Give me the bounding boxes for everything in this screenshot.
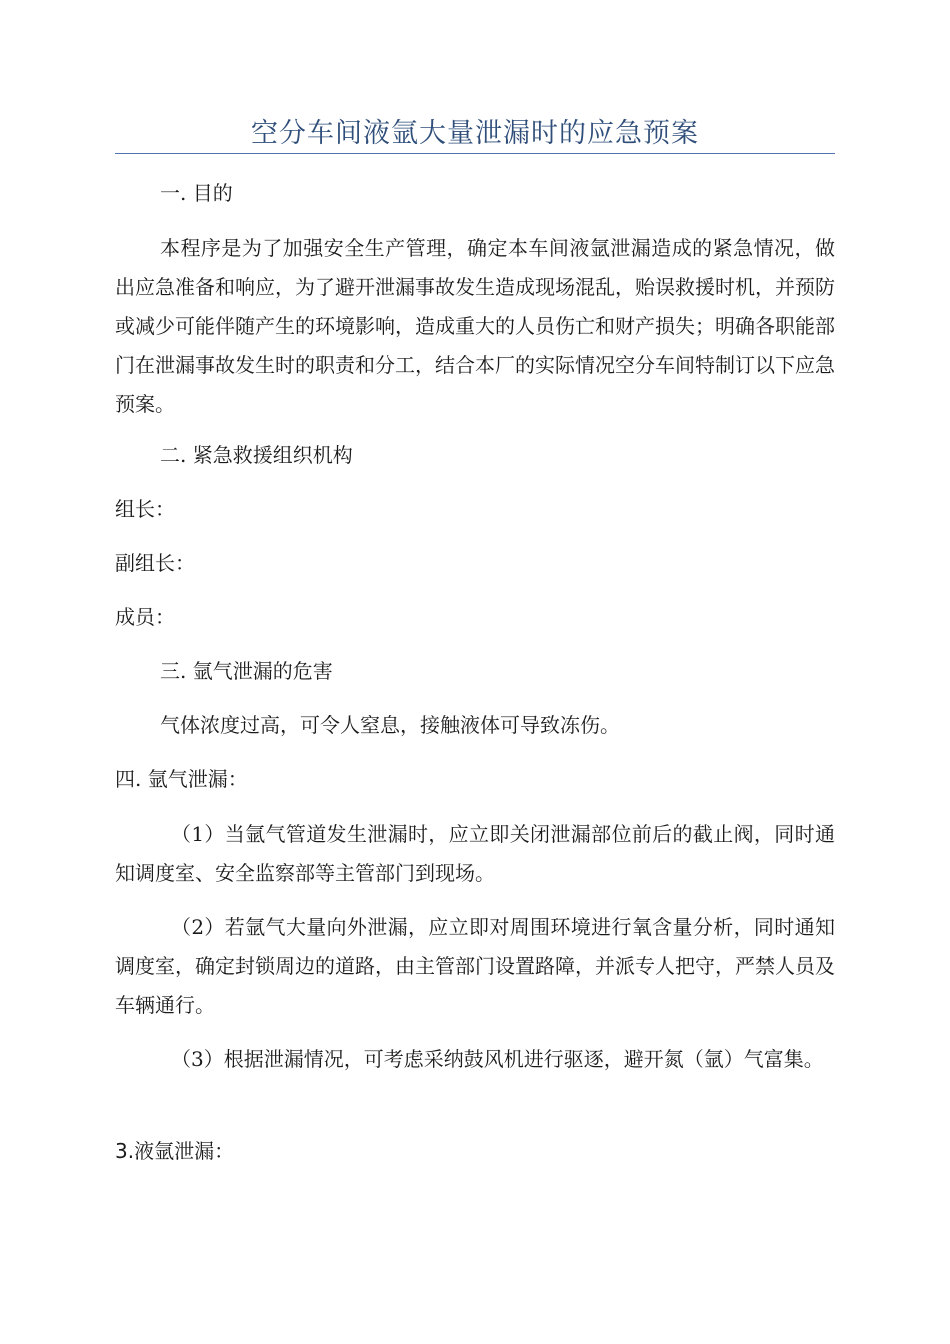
purpose-paragraph: 本程序是为了加强安全生产管理，确定本车间液氩泄漏造成的紧急情况，做出应急准备和响应，为了避开泄漏事故发生造成现场混乱，贻误救援时机，并预防或减少可能伴随产生的环境影响，造成重大的人员伤亡和财产损失；明确各职能部门在泄漏事故发生时的职责和分工，结合本厂的实际情况空分车间特制订以下应急预案。: [115, 236, 835, 416]
leak-item-1: （1）当氩气管道发生泄漏时，应立即关闭泄漏部位前后的截止阀，同时通知调度室、安全监察部等主管部门到现场。: [115, 822, 835, 885]
liquid-leak-heading-text: 液氩泄漏：: [134, 1139, 235, 1163]
section-heading-purpose: 一. 目的: [160, 181, 233, 205]
members-label: 成员：: [115, 605, 175, 629]
title-underline: [115, 153, 835, 154]
leader-label: 组长：: [115, 497, 175, 521]
section-heading-liquid-leak: [115, 1136, 234, 1166]
document-title: 空分车间液氩大量泄漏时的应急预案: [251, 118, 699, 149]
liquid-leak-heading-number: 3.: [115, 1139, 135, 1163]
section-heading-organization: 二. 紧急救援组织机构: [160, 443, 353, 467]
leak-item-2: （2）若氩气大量向外泄漏，应立即对周围环境进行氧含量分析，同时通知调度室，确定封锁周边的道路，由主管部门设置路障，并派专人把守，严禁人员及车辆通行。: [115, 915, 835, 1017]
hazard-paragraph: 气体浓度过高，可令人窒息，接触液体可导致冻伤。: [160, 713, 620, 737]
leak-item-3: （3）根据泄漏情况，可考虑采纳鼓风机进行驱逐，避开氮（氩）气富集。: [171, 1047, 824, 1071]
deputy-leader-label: 副组长：: [115, 551, 195, 575]
section-heading-hazard: 三. 氩气泄漏的危害: [160, 659, 333, 683]
section-heading-leak: 四. 氩气泄漏：: [115, 767, 248, 791]
